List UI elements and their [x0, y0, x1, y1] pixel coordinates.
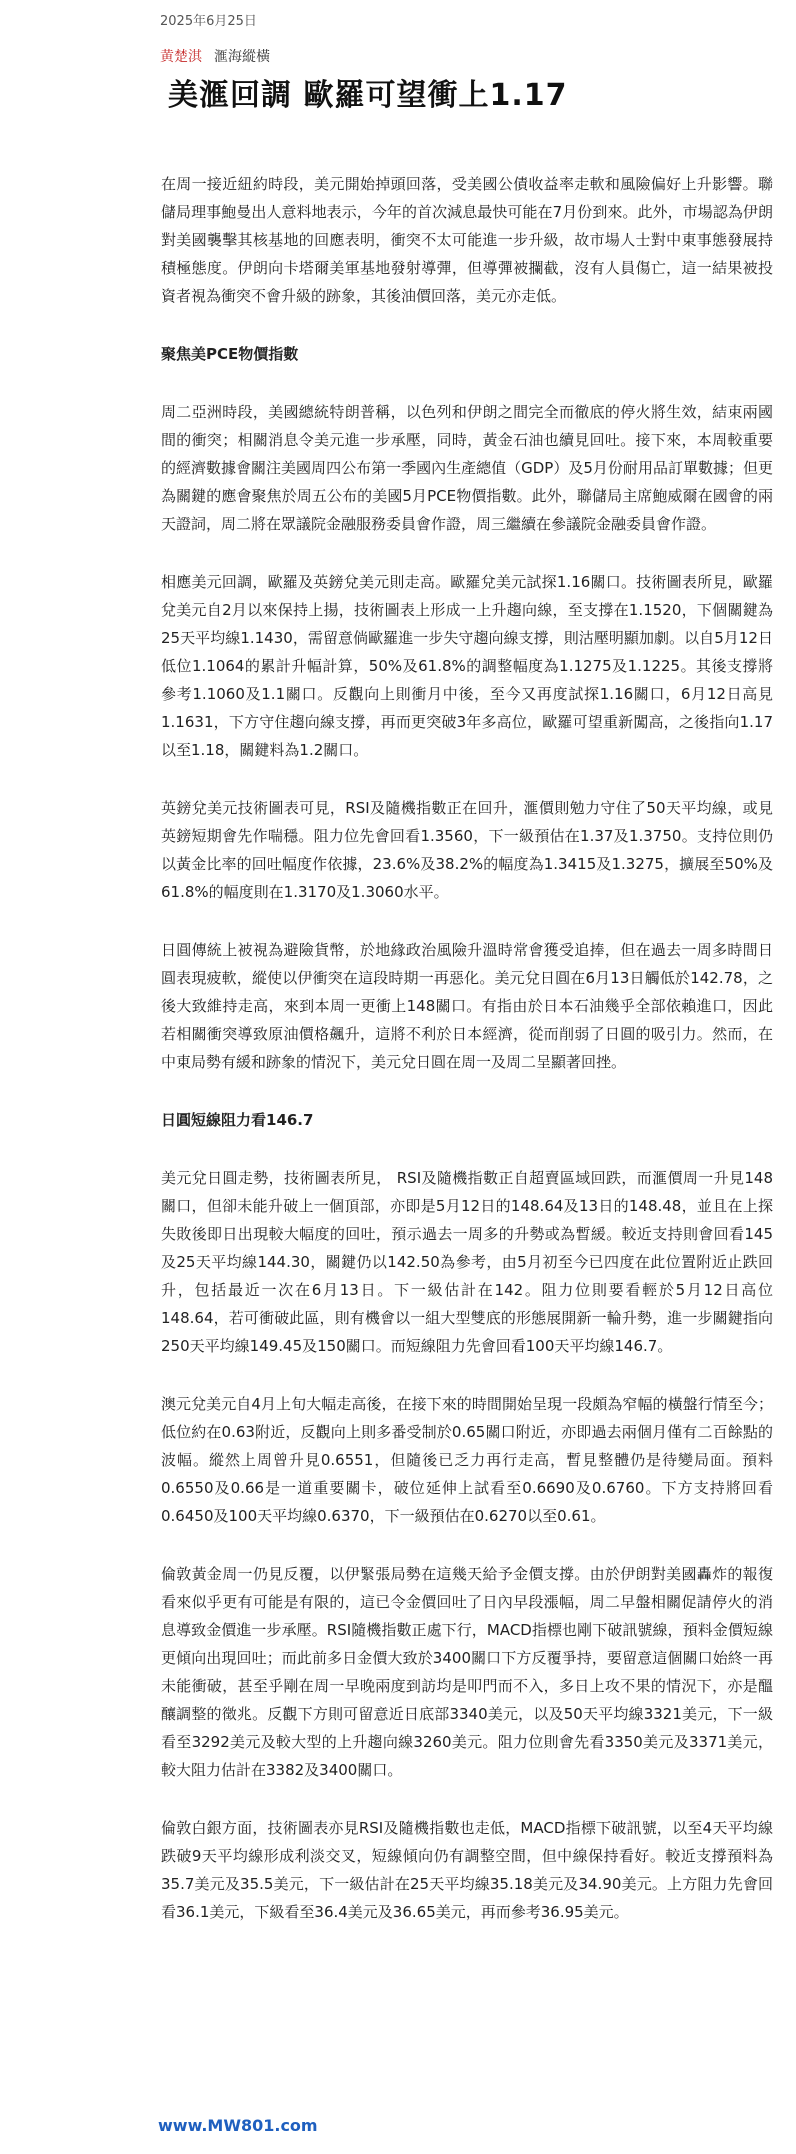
section-heading: 日圓短線阻力看146.7 — [161, 1111, 314, 1129]
section-heading: 聚焦美PCE物價指數 — [161, 345, 299, 363]
author-link[interactable]: 黄楚淇 — [160, 49, 202, 65]
column-name: 滙海縱橫 — [214, 49, 270, 65]
paragraph: 倫敦黃金周一仍見反覆，以伊緊張局勢在這幾天給予金價支撐。由於伊朗對美國轟炸的報復看來似乎更有可能是有限的，這已令金價回吐了日內早段漲幅，周二早盤相關促請停火的消息導致金價進一步承壓。RSI隨機指數正處下行，MACD指標也剛下破訊號線，預料金價短線更傾向出現回吐；而此前多日金價大致於3400關口下方反覆爭持，要留意這個關口始終一再未能衝破，甚至乎剛在周一早晚兩度到訪均是叩門而不入，多日上攻不果的情況下，亦是醞釀調整的徵兆。反觀下方則可留意近日底部3340美元，以及50天平均線3321美元，下一級看至3292美元及較大型的上升趨向線3260美元。阻力位則會先看3350美元及3371美元，較大阻力估計在3382及3400關口。 — [161, 1565, 773, 1779]
paragraph: 倫敦白銀方面，技術圖表亦見RSI及隨機指數也走低，MACD指標下破訊號，以至4天平均線跌破9天平均線形成利淡交叉，短線傾向仍有調整空間，但中線保持看好。較近支撐預料為35.7美元及35.5美元，下一級估計在25天平均線35.18美元及34.90美元。上方阻力先會回看36.1美元，下級看至36.4美元及36.65美元，再而參考36.95美元。 — [161, 1819, 773, 1921]
byline — [160, 46, 270, 66]
paragraph: 相應美元回調，歐羅及英鎊兌美元則走高。歐羅兌美元試探1.16關口。技術圖表所見，歐羅兌美元自2月以來保持上揚，技術圖表上形成一上升趨向線，至支撐在1.1520，下個關鍵為25天平均線1.1430，需留意倘歐羅進一步失守趨向線支撐，則沽壓明顯加劇。以自5月12日低位1.1064的累計升幅計算，50%及61.8%的調整幅度為1.1275及1.1225。其後支撐將參考1.1060及1.1關口。反觀向上則衝月中後，至今又再度試探1.16關口，6月12日高見1.1631，下方守住趨向線支撐，再而更突破3年多高位，歐羅可望重新闖高，之後指向1.17以至1.18，關鍵料為1.2關口。 — [161, 573, 773, 759]
paragraph: 在周一接近紐約時段，美元開始掉頭回落，受美國公債收益率走軟和風險偏好上升影響。聯儲局理事鮑曼出人意料地表示，今年的首次減息最快可能在7月份到來。此外，市場認為伊朗對美國襲擊其核基地的回應表明，衝突不太可能進一步升級，故市場人士對中東事態發展持積極態度。伊朗向卡塔爾美軍基地發射導彈，但導彈被攔截，沒有人員傷亡，這一結果被投資者視為衝突不會升級的跡象，其後油價回落，美元亦走低。 — [161, 175, 773, 305]
paragraph: 美元兌日圓走勢，技術圖表所見， RSI及隨機指數正自超賣區域回跌，而滙價周一升見148關口，但卻未能升破上一個頂部，亦即是5月12日的148.64及13日的148.48，並且在上探失敗後即日出現較大幅度的回吐，預示過去一周多的升勢或為暫緩。較近支持則會回看145及25天平均線144.30，關鍵仍以142.50為參考，由5月初至今已四度在此位置附近止跌回升，包括最近一次在6月13日。下一級估計在142。阻力位則要看輕於5月12日高位148.64，若可衝破此區，則有機會以一組大型雙底的形態展開新一輪升勢，進一步關鍵指向250天平均線149.45及150關口。而短線阻力先會回看100天平均線146.7。 — [161, 1169, 773, 1355]
article-title: 美滙回調 歐羅可望衝上1.17 — [168, 78, 568, 113]
footer-link[interactable]: www.MW801.com — [158, 2116, 318, 2135]
paragraph: 澳元兌美元自4月上旬大幅走高後，在接下來的時間開始呈現一段頗為窄幅的橫盤行情至今；低位約在0.63附近，反觀向上則多番受制於0.65關口附近，亦即過去兩個月僅有二百餘點的波幅。縱然上周曾升見0.6551，但隨後已乏力再行走高，暫見整體仍是待變局面。預料0.6550及0.66是一道重要關卡，破位延伸上試看至0.6690及0.6760。下方支持將回看0.6450及100天平均線0.6370，下一級預估在0.6270以至0.61。 — [161, 1395, 773, 1525]
paragraph: 周二亞洲時段，美國總統特朗普稱，以色列和伊朗之間完全而徹底的停火將生效，結束兩國間的衝突；相關消息令美元進一步承壓，同時，黃金石油也續見回吐。接下來，本周較重要的經濟數據會關注美國周四公布第一季國內生產總值（GDP）及5月份耐用品訂單數據；但更為關鍵的應會聚焦於周五公布的美國5月PCE物價指數。此外，聯儲局主席鮑威爾在國會的兩天證詞，周二將在眾議院金融服務委員會作證，周三繼續在參議院金融委員會作證。 — [161, 403, 773, 533]
publish-date: 2025年6月25日 — [160, 14, 257, 29]
paragraph: 英鎊兌美元技術圖表可見，RSI及隨機指數正在回升，滙價則勉力守住了50天平均線，或見英鎊短期會先作喘穩。阻力位先會回看1.3560，下一級預估在1.37及1.3750。支持位則仍以黃金比率的回吐幅度作依據，23.6%及38.2%的幅度為1.3415及1.3275，擴展至50%及61.8%的幅度則在1.3170及1.3060水平。 — [161, 799, 773, 901]
paragraph: 日圓傳統上被視為避險貨幣，於地緣政治風險升溫時常會獲受追捧，但在過去一周多時間日圓表現疲軟，縱使以伊衝突在這段時期一再惡化。美元兌日圓在6月13日觸低於142.78，之後大致維持走高，來到本周一更衝上148關口。有指由於日本石油幾乎全部依賴進口，因此若相關衝突導致原油價格飆升，這將不利於日本經濟，從而削弱了日圓的吸引力。然而，在中東局勢有緩和跡象的情況下，美元兌日圓在周一及周二呈顯著回挫。 — [161, 941, 773, 1071]
article-body — [161, 170, 773, 1956]
